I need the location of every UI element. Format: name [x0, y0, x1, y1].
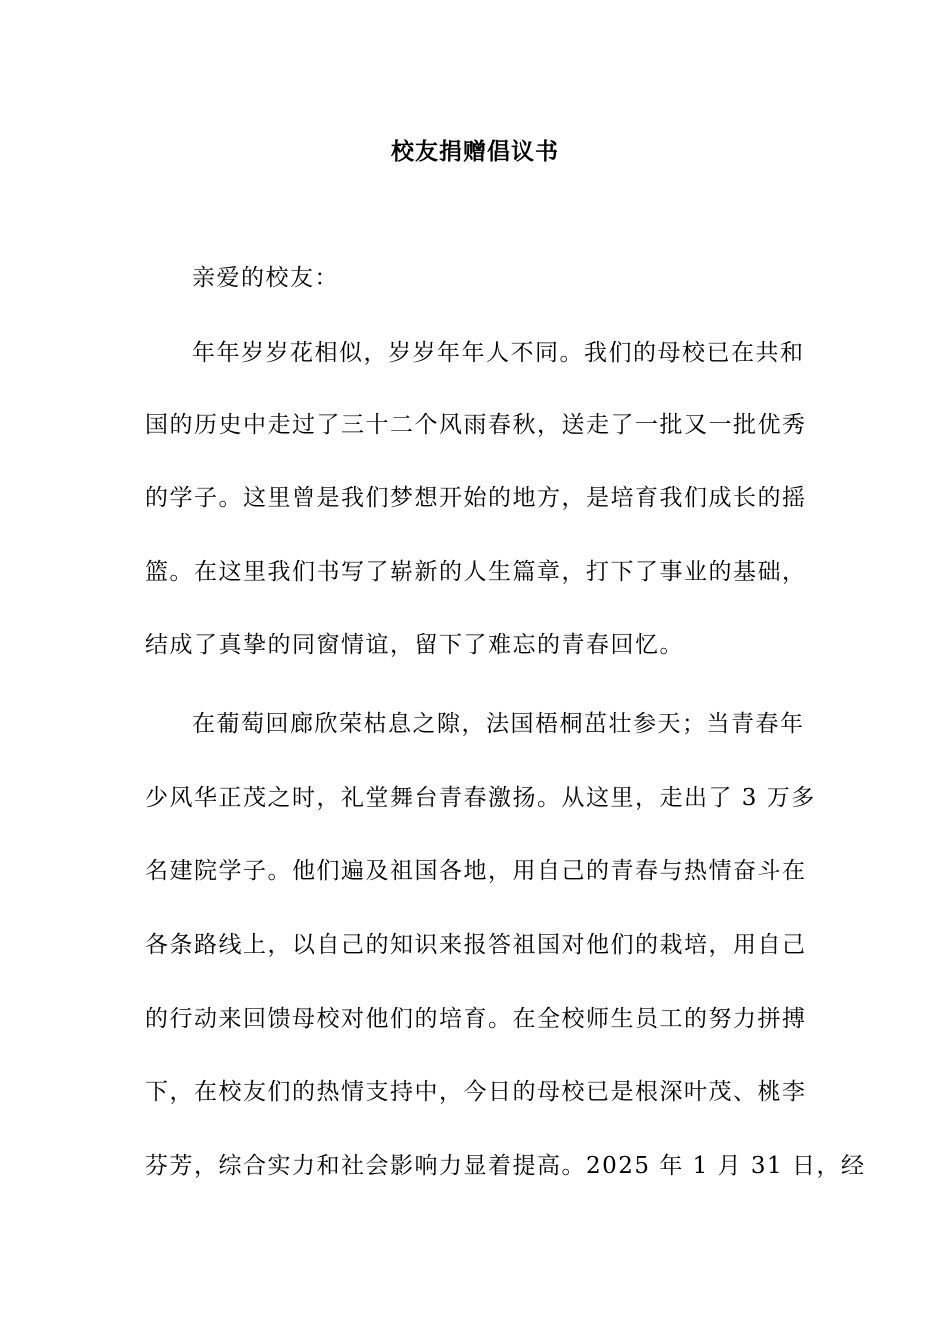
paragraph-line: 在葡萄回廊欣荣枯息之隙，法国梧桐茁壮参天；当青春年	[192, 711, 805, 737]
salutation: 亲爱的校友：	[192, 265, 339, 291]
paragraph-line: 的行动来回馈母校对他们的培育。在全校师生员工的努力拼搏	[145, 1006, 807, 1032]
paragraph-line: 各条路线上，以自己的知识来报答祖国对他们的栽培，用自己	[145, 932, 807, 958]
paragraph-line: 下，在校友们的热情支持中，今日的母校已是根深叶茂、桃李	[145, 1079, 807, 1105]
paragraph-line: 少风华正茂之时，礼堂舞台青春激扬。从这里，走出了 3 万多	[145, 785, 816, 811]
paragraph-line: 名建院学子。他们遍及祖国各地，用自己的青春与热情奋斗在	[145, 858, 807, 884]
document-title: 校友捐赠倡议书	[391, 139, 559, 165]
paragraph-line: 结成了真挚的同窗情谊，留下了难忘的青春回忆。	[145, 632, 684, 658]
paragraph-line: 年年岁岁花相似，岁岁年年人不同。我们的母校已在共和	[192, 340, 805, 366]
paragraph-line: 的学子。这里曾是我们梦想开始的地方，是培育我们成长的摇	[145, 485, 807, 511]
paragraph-line: 芬芳，综合实力和社会影响力显着提高。2025 年 1 月 31 日，经	[145, 1153, 866, 1179]
paragraph-line: 国的历史中走过了三十二个风雨春秋，送走了一批又一批优秀	[145, 412, 807, 438]
paragraph-line: 篮。在这里我们书写了崭新的人生篇章，打下了事业的基础，	[145, 559, 807, 585]
